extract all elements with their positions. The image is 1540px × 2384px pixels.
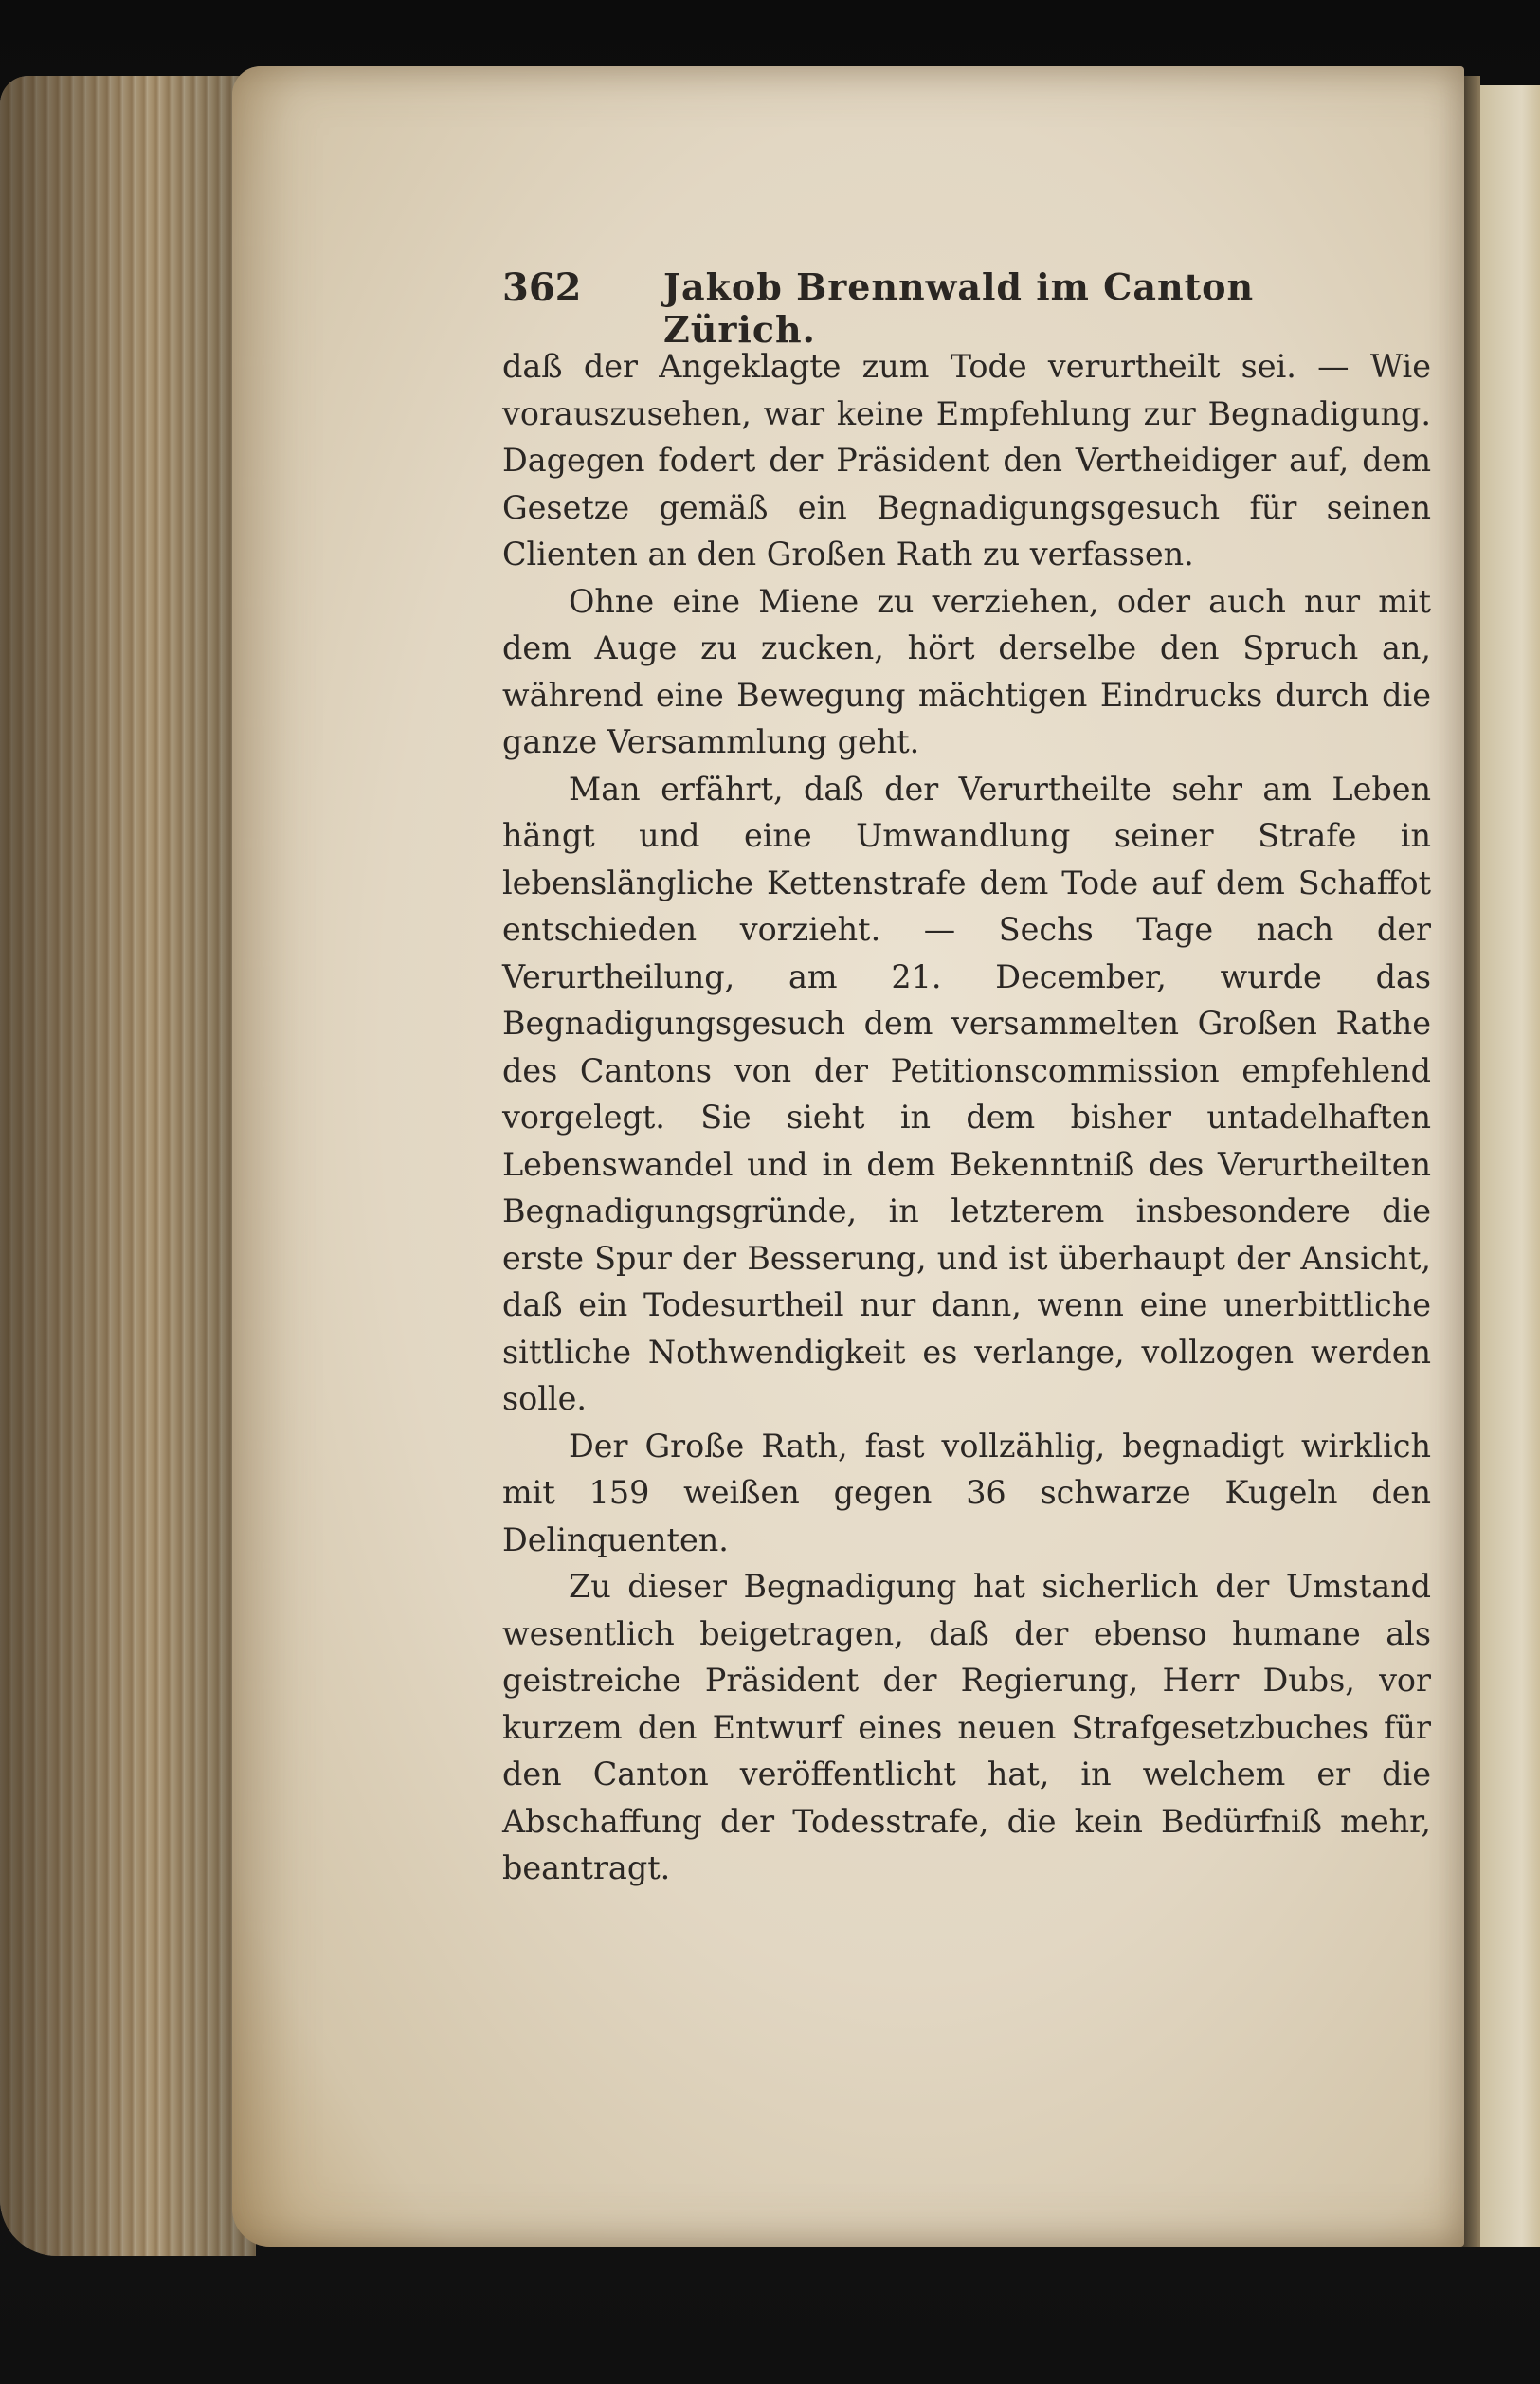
running-title: Jakob Brennwald im Canton Zürich. bbox=[663, 265, 1255, 351]
facing-page-edge bbox=[1478, 85, 1540, 2247]
paragraph: Ohne eine Miene zu verziehen, oder auch nur mit dem Auge zu zucken, hört derselbe den Spruch an, während eine Bewegung mächtigen Eindrucks durch die ganze Versammlung geht. bbox=[502, 582, 1431, 760]
body-text bbox=[502, 343, 1431, 1892]
page-number: 362 bbox=[502, 265, 582, 310]
page-edges-shadow bbox=[0, 76, 256, 2256]
paragraph: Zu dieser Begnadigung hat sicherlich der Umstand wesentlich beigetragen, daß der ebenso humane als geistreiche Präsident der Regierung, Herr Dubs, vor kurzem den Entwurf eines neuen Strafgesetzbuches für den Canton veröffentlicht hat, in welchem er die Abschaffung der Todesstrafe, die kein Bedürfniß mehr, beantragt. bbox=[502, 1568, 1431, 1886]
paragraph: daß der Angeklagte zum Tode verurtheilt sei. — Wie vorauszusehen, war keine Empfehlung zur Begnadigung. Dagegen fodert der Präsident den Vertheidiger auf, dem Gesetze gemäß ein Begnadigungsgesuch für seinen Clienten an den Großen Rath zu verfassen. bbox=[502, 348, 1431, 573]
page-header bbox=[502, 265, 1279, 351]
paragraph: Der Große Rath, fast vollzählig, begnadigt wirklich mit 159 weißen gegen 36 schwarze Kugeln den Delinquenten. bbox=[502, 1427, 1431, 1558]
paragraph: Man erfährt, daß der Verurtheilte sehr am Leben hängt und eine Umwandlung seiner Strafe in lebenslängliche Kettenstrafe dem Tode auf dem Schaffot entschieden vorzieht. — Sechs Tage nach der Verurtheilung, am 21. December, wurde das Begnadigungsgesuch dem versammelten Großen Rathe des Cantons von der Petitionscommission empfehlend vorgelegt. Sie sieht in dem bisher untadelhaften Lebenswandel und in dem Bekenntniß des Verurtheilten Begnadigungsgründe, in letzterem insbesondere die erste Spur der Besserung, und ist überhaupt der Ansicht, daß ein Todesurtheil nur dann, wenn eine unerbittliche sittliche Nothwendigkeit es verlange, vollzogen werden solle. bbox=[502, 770, 1431, 1417]
